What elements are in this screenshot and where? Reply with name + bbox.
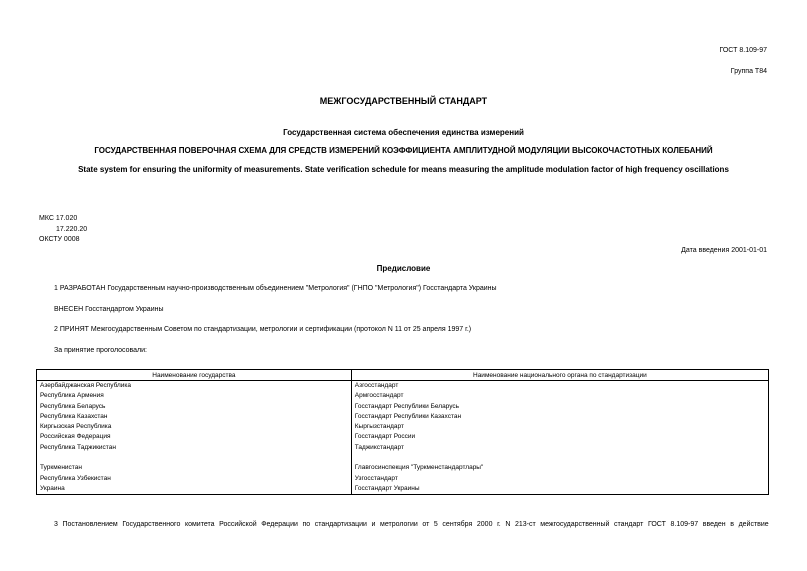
national-body-cell: Госстандарт Республики Беларусь	[351, 402, 768, 412]
footer-word: от	[422, 521, 430, 528]
national-body-cell: Госстандарт Украины	[351, 484, 768, 495]
footer-word: 8.109-97	[670, 521, 699, 528]
national-body-cell: Узгосстандарт	[351, 474, 768, 484]
table-row	[37, 484, 769, 495]
state-name-cell: Украина	[37, 484, 352, 495]
footer-word: стандартизации	[314, 521, 367, 528]
preface-heading: Предисловие	[376, 264, 431, 273]
state-name-cell: Республика Казахстан	[37, 412, 352, 422]
state-name-cell: Республика Беларусь	[37, 402, 352, 412]
national-body-cell: Армгосстандарт	[351, 391, 768, 401]
footer-word: по	[302, 521, 311, 528]
footer-word: 3	[54, 521, 58, 528]
footer-word: N	[505, 521, 511, 528]
footer-word: межгосударственный	[540, 521, 610, 528]
preface-paragraph-developed: 1 РАЗРАБОТАН Государственным научно-производственным объединением "Метрология" (ГНПО "Метрология") Госстандарта Украины	[54, 285, 497, 292]
mks-code-2: 17.220.20	[56, 226, 88, 233]
national-body-cell: Таджикстандарт	[351, 443, 768, 453]
footer-word: Постановлением	[62, 521, 118, 528]
state-name-cell: Российская Федерация	[37, 432, 352, 442]
effective-date: Дата введения 2001-01-01	[681, 247, 767, 254]
footer-word: Российской	[219, 521, 257, 528]
voting-table	[36, 369, 769, 495]
table-row	[37, 402, 769, 412]
main-title: ГОСУДАРСТВЕННАЯ ПОВЕРОЧНАЯ СХЕМА ДЛЯ СРЕДСТВ ИЗМЕРЕНИЙ КОЭФФИЦИЕНТА АМПЛИТУДНОЙ МОДУЛЯЦИИ ВЫСОКОЧАСТОТНЫХ КОЛЕБАНИЙ	[94, 146, 713, 155]
footer-word: Федерации	[261, 521, 298, 528]
footer-word: Государственного	[122, 521, 181, 528]
table-header-national-body: Наименование национального органа по стандартизации	[351, 370, 768, 381]
state-name-cell: Республика Узбекистан	[37, 474, 352, 484]
interstate-standard-heading: МЕЖГОСУДАРСТВЕННЫЙ СТАНДАРТ	[319, 96, 488, 106]
national-body-cell: Азгосстандарт	[351, 381, 768, 392]
footer-word: стандарт	[614, 521, 644, 528]
table-row	[37, 422, 769, 432]
table-row	[37, 381, 769, 392]
footer-word: 2000	[476, 521, 493, 528]
state-name-cell: Киргызская Республика	[37, 422, 352, 432]
national-body-cell: Госстандарт Республики Казахстан	[351, 412, 768, 422]
document-group: Группа Т84	[730, 68, 767, 75]
footer-word: действие	[738, 521, 769, 528]
oksty-code: ОКСТУ 0008	[39, 236, 80, 243]
document-number: ГОСТ 8.109-97	[719, 47, 767, 54]
footer-word: метрологии	[380, 521, 418, 528]
state-name-cell: Республика Таджикистан	[37, 443, 352, 453]
footer-word: в	[730, 521, 734, 528]
table-header-state: Наименование государства	[37, 370, 352, 381]
footer-word: сентября	[442, 521, 473, 528]
english-title: State system for ensuring the uniformity of measurements. State verification schedule for means measuring the amplitude modulation factor of high frequency oscillations	[78, 165, 729, 174]
preface-paragraph-voted: За принятие проголосовали:	[54, 347, 147, 354]
preface-paragraph-adopted: 2 ПРИНЯТ Межгосударственным Советом по стандартизации, метрологии и сертификации (протокол N 11 от 25 апреля 1997 г.)	[54, 326, 472, 333]
national-body-cell	[351, 453, 768, 463]
footer-paragraph	[54, 521, 769, 528]
footer-word: комитета	[184, 521, 215, 528]
national-body-cell: Главгосинспекция "Туркменстандартлары"	[351, 463, 768, 473]
footer-word: и	[371, 521, 376, 528]
national-body-cell: Госстандарт России	[351, 432, 768, 442]
state-name-cell: Республика Армения	[37, 391, 352, 401]
table-row	[37, 443, 769, 453]
footer-word: г.	[497, 521, 501, 528]
national-body-cell: Кыргызстандарт	[351, 422, 768, 432]
footer-word: 213-ст	[514, 521, 536, 528]
footer-word: ГОСТ	[647, 521, 666, 528]
preface-paragraph-introduced: ВНЕСЕН Госстандартом Украины	[54, 306, 164, 313]
mks-code: МКС 17.020	[39, 215, 78, 222]
table-row	[37, 432, 769, 442]
state-name-cell: Туркменистан	[37, 463, 352, 473]
footer-word: введен	[702, 521, 726, 528]
table-row	[37, 453, 769, 463]
footer-word: 5	[433, 521, 438, 528]
table-row	[37, 463, 769, 473]
state-name-cell	[37, 453, 352, 463]
table-row	[37, 474, 769, 484]
table-row	[37, 412, 769, 422]
state-name-cell: Азербайджанская Республика	[37, 381, 352, 392]
system-title: Государственная система обеспечения единства измерений	[283, 128, 524, 137]
table-row	[37, 391, 769, 401]
